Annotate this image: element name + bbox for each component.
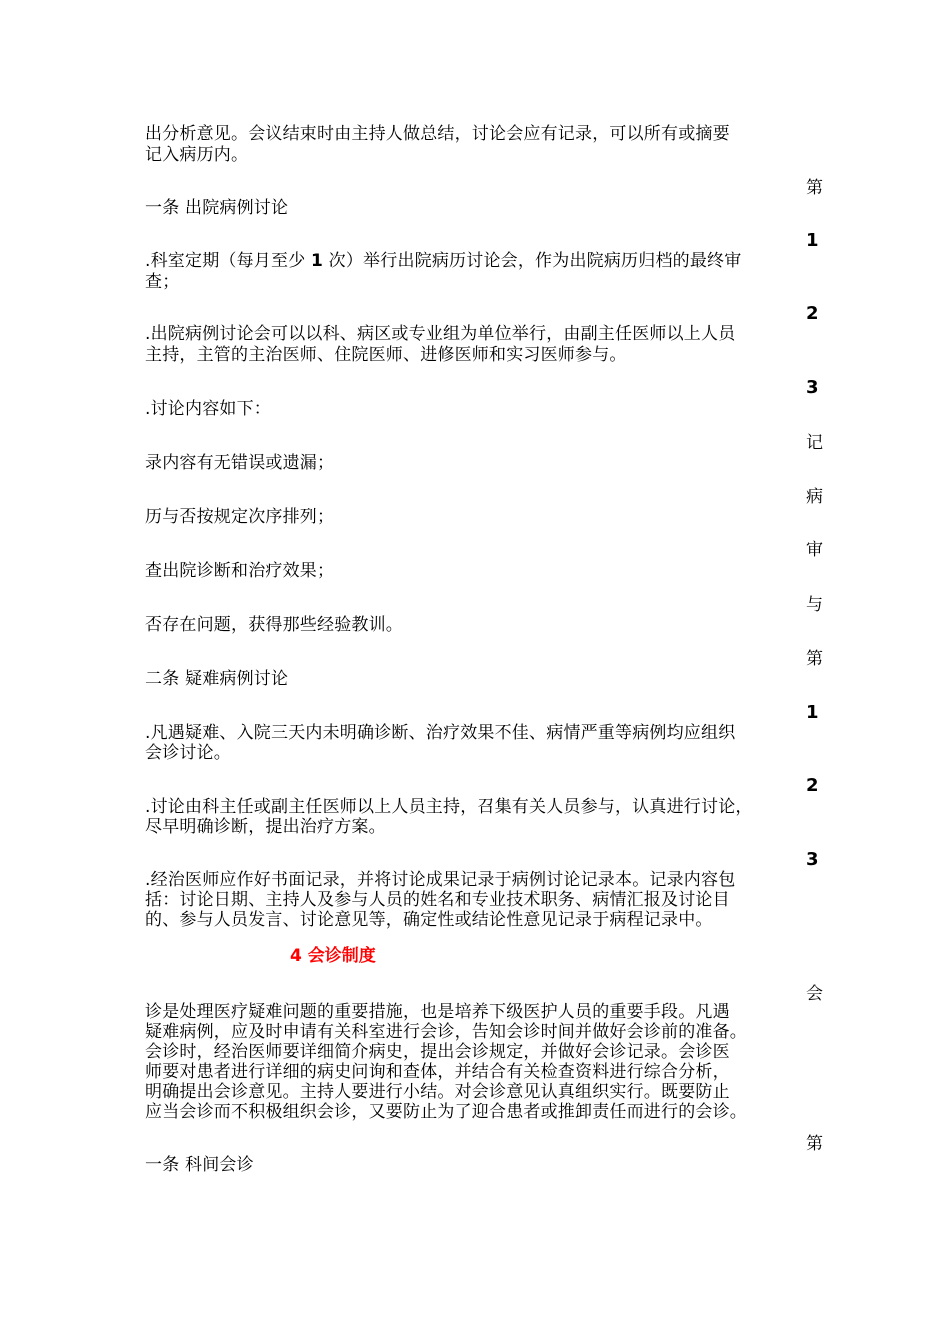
paragraph-line: 尽早明确诊断，提出治疗方案。 <box>145 817 386 837</box>
paragraph-line: 出分析意见。会议结束时由主持人做总结，讨论会应有记录，可以所有或摘要 <box>145 124 730 144</box>
paragraph-line: 会诊时，经治医师要详细简介病史，提出会诊规定，并做好会诊记录。会诊医 <box>145 1042 730 1062</box>
text-run: .科室定期（每月至少 <box>145 251 306 271</box>
margin-number: 2 <box>806 303 819 324</box>
paragraph-line: .讨论内容如下： <box>145 399 272 419</box>
paragraph-line: 诊是处理医疗疑难问题的重要措施，也是培养下级医护人员的重要手段。凡遇 <box>145 1002 730 1022</box>
margin-char: 审 <box>806 540 823 560</box>
margin-char: 第 <box>806 178 823 198</box>
paragraph-line: 疑难病例，应及时申请有关科室进行会诊，告知会诊时间并做好会诊前的准备。 <box>145 1022 747 1042</box>
paragraph-line: .讨论由科主任或副主任医师以上人员主持，召集有关人员参与，认真进行讨论， <box>145 797 753 817</box>
number-run: 1 <box>311 251 324 271</box>
margin-char: 第 <box>806 1134 823 1154</box>
paragraph-line: 历与否按规定次序排列； <box>145 507 335 527</box>
paragraph-line: 查出院诊断和治疗效果； <box>145 561 335 581</box>
margin-number: 1 <box>806 230 819 251</box>
article-title: 二条 疑难病例讨论 <box>145 669 289 689</box>
paragraph-line <box>145 251 741 271</box>
paragraph-line: 应当会诊而不积极组织会诊，又要防止为了迎合患者或推卸责任而进行的会诊。 <box>145 1102 747 1122</box>
margin-char: 第 <box>806 649 823 669</box>
margin-number: 1 <box>806 702 819 723</box>
section-title: 会诊制度 <box>307 946 376 966</box>
section-number: 4 <box>290 946 302 966</box>
paragraph-line: 录内容有无错误或遗漏； <box>145 453 335 473</box>
margin-char: 会 <box>806 984 823 1004</box>
paragraph-line: 否存在问题，获得那些经验教训。 <box>145 615 403 635</box>
paragraph-line: 的、参与人员发言、讨论意见等，确定性或结论性意见记录于病程记录中。 <box>145 910 713 930</box>
paragraph-line: 括：讨论日期、主持人及参与人员的姓名和专业技术职务、病情汇报及讨论目 <box>145 890 730 910</box>
paragraph-line: 明确提出会诊意见。主持人要进行小结。对会诊意见认真组织实行。既要防止 <box>145 1082 730 1102</box>
paragraph-line: 师要对患者进行详细的病史问询和查体，并结合有关检查资料进行综合分析， <box>145 1062 730 1082</box>
paragraph-line: 会诊讨论。 <box>145 743 231 763</box>
paragraph-line: 记入病历内。 <box>145 145 249 165</box>
paragraph-line: .凡遇疑难、入院三天内未明确诊断、治疗效果不佳、病情严重等病例均应组织 <box>145 723 736 743</box>
article-title: 一条 出院病例讨论 <box>145 198 289 218</box>
margin-char: 病 <box>806 487 823 507</box>
margin-number: 3 <box>806 377 819 398</box>
paragraph-line: 主持，主管的主治医师、住院医师、进修医师和实习医师参与。 <box>145 345 627 365</box>
paragraph-line: .经治医师应作好书面记录，并将讨论成果记录于病例讨论记录本。记录内容包 <box>145 870 736 890</box>
margin-char: 记 <box>806 433 823 453</box>
paragraph-line: 查； <box>145 272 180 292</box>
text-run: 次）举行出院病历讨论会，作为出院病历归档的最终审 <box>328 251 742 271</box>
margin-char: 与 <box>806 595 823 615</box>
article-title: 一条 科间会诊 <box>145 1155 254 1175</box>
paragraph-line: .出院病例讨论会可以以科、病区或专业组为单位举行，由副主任医师以上人员 <box>145 324 736 344</box>
section-heading <box>290 946 376 966</box>
margin-number: 3 <box>806 849 819 870</box>
margin-number: 2 <box>806 775 819 796</box>
